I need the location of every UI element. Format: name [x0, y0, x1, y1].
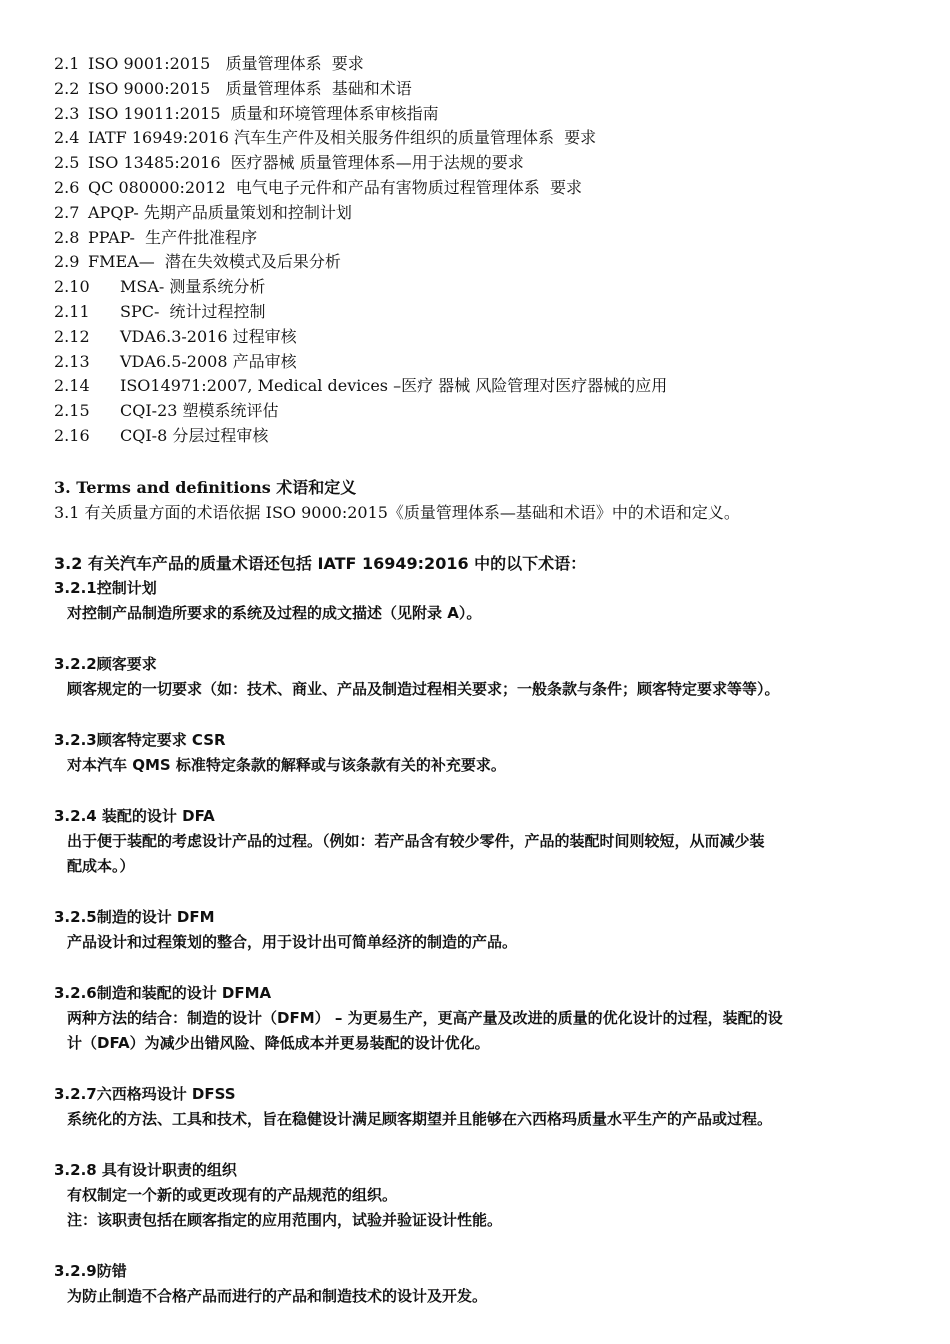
reference-item — [54, 424, 934, 449]
reference-text: VDA6.3-2016 过程审核 — [120, 326, 297, 346]
reference-text: FMEA— 潜在失效模式及后果分析 — [88, 252, 341, 272]
reference-text: CQI-23 塑模系统评估 — [120, 401, 279, 421]
reference-text: APQP- 先期产品质量策划和控制计划 — [88, 202, 352, 222]
reference-text: ISO 9000:2015 质量管理体系 基础和术语 — [88, 78, 412, 98]
term-title: 3.2.4 装配的设计 DFA — [54, 806, 215, 825]
reference-number: 2.8 — [54, 227, 80, 247]
reference-text: CQI-8 分层过程审核 — [120, 425, 269, 445]
reference-text: ISO 9001:2015 质量管理体系 要求 — [88, 54, 364, 73]
reference-item — [54, 77, 934, 102]
term-definition — [54, 601, 934, 626]
reference-number: 2.6 — [54, 177, 80, 197]
term-definition — [54, 1284, 934, 1309]
term-entry — [54, 804, 934, 879]
term-entry — [54, 728, 934, 778]
document-page — [54, 52, 934, 1335]
reference-item — [54, 102, 934, 127]
reference-item — [54, 325, 934, 350]
reference-item — [54, 250, 934, 275]
reference-item — [54, 201, 934, 226]
definition-line: 计（DFA）为减少出错风险、降低成本并更易装配的设计优化。 — [67, 1033, 490, 1052]
reference-item — [54, 151, 934, 176]
term-definition — [54, 1183, 934, 1233]
term-title: 3.2.5制造的设计 DFM — [54, 907, 215, 926]
term-entry — [54, 905, 934, 955]
term-title: 3.2.8 具有设计职责的组织 — [54, 1160, 237, 1179]
term-title: 3.2.3顾客特定要求 CSR — [54, 730, 226, 749]
reference-text: ISO14971:2007, Medical devices –医疗 器械 风险管理对医疗器械的应用 — [120, 376, 668, 396]
definition-line: 对控制产品制造所要求的系统及过程的成文描述（见附录 A）。 — [67, 603, 482, 622]
term-list — [54, 576, 934, 1309]
reference-text: VDA6.5-2008 产品审核 — [120, 351, 297, 371]
reference-number: 2.10 — [54, 277, 90, 297]
reference-text: ISO 19011:2015 质量和环境管理体系审核指南 — [88, 103, 439, 123]
subsection-heading: 3.2 有关汽车产品的质量术语还包括 IATF 16949:2016 中的以下术语： — [54, 553, 587, 573]
section-heading: 3. Terms and definitions 术语和定义 — [54, 477, 357, 497]
reference-item — [54, 226, 934, 251]
definition-line: 出于便于装配的考虑设计产品的过程。（例如：若产品含有较少零件，产品的装配时间则较短，从而减少装 — [67, 831, 765, 850]
term-entry — [54, 576, 934, 626]
reference-number: 2.13 — [54, 351, 90, 371]
term-entry — [54, 1259, 934, 1309]
reference-number: 2.4 — [54, 128, 80, 148]
reference-number: 2.11 — [54, 301, 90, 321]
term-title: 3.2.7六西格玛设计 DFSS — [54, 1084, 236, 1103]
term-entry — [54, 652, 934, 702]
reference-item — [54, 399, 934, 424]
definition-line: 系统化的方法、工具和技术，旨在稳健设计满足顾客期望并且能够在六西格玛质量水平生产的产品或过程。 — [67, 1109, 773, 1128]
term-title: 3.2.1控制计划 — [54, 578, 157, 597]
reference-text: IATF 16949:2016 汽车生产件及相关服务件组织的质量管理体系 要求 — [88, 128, 597, 148]
reference-item — [54, 300, 934, 325]
definition-line: 两种方法的结合：制造的设计（DFM） – 为更易生产，更高产量及改进的质量的优化设计的过程，装配的设 — [67, 1008, 783, 1027]
term-definition — [54, 829, 934, 879]
reference-text: SPC- 统计过程控制 — [120, 301, 266, 321]
spacer — [54, 449, 934, 475]
paragraph-3-1: 3.1 有关质量方面的术语依据 ISO 9000:2015《质量管理体系—基础和术语》中的术语和定义。 — [54, 502, 740, 522]
reference-text: ISO 13485:2016 医疗器械 质量管理体系—用于法规的要求 — [88, 153, 524, 173]
term-entry — [54, 981, 934, 1056]
reference-item — [54, 350, 934, 375]
reference-list — [54, 52, 934, 449]
reference-item — [54, 176, 934, 201]
term-title: 3.2.6制造和装配的设计 DFMA — [54, 983, 272, 1002]
reference-item — [54, 52, 934, 77]
definition-line: 为防止制造不合格产品而进行的产品和制造技术的设计及开发。 — [67, 1286, 488, 1305]
reference-number: 2.2 — [54, 78, 80, 98]
definition-line: 产品设计和过程策划的整合，用于设计出可简单经济的制造的产品。 — [67, 932, 518, 951]
term-entry — [54, 1082, 934, 1132]
reference-item — [54, 126, 934, 151]
term-entry — [54, 1158, 934, 1233]
reference-text: QC 080000:2012 电气电子元件和产品有害物质过程管理体系 要求 — [88, 177, 582, 197]
reference-item — [54, 374, 934, 399]
definition-line: 顾客规定的一切要求（如：技术、商业、产品及制造过程相关要求；一般条款与条件；顾客特定要求等等）。 — [67, 679, 780, 698]
term-title: 3.2.9防错 — [54, 1261, 127, 1280]
term-definition — [54, 1107, 934, 1132]
definition-line: 配成本。） — [67, 856, 135, 875]
reference-number: 2.9 — [54, 252, 80, 272]
reference-number: 2.16 — [54, 425, 90, 445]
term-definition — [54, 753, 934, 778]
definition-note: 注：该职责包括在顾客指定的应用范围内，试验并验证设计性能。 — [67, 1210, 503, 1229]
term-definition — [54, 677, 934, 702]
reference-text: PPAP- 生产件批准程序 — [88, 227, 258, 247]
reference-number: 2.7 — [54, 202, 80, 222]
term-definition — [54, 1006, 934, 1056]
reference-number: 2.14 — [54, 376, 90, 396]
reference-number: 2.3 — [54, 103, 80, 123]
term-definition — [54, 930, 934, 955]
reference-number: 2.1 — [54, 54, 80, 73]
reference-number: 2.15 — [54, 401, 90, 421]
definition-line: 对本汽车 QMS 标准特定条款的解释或与该条款有关的补充要求。 — [67, 755, 506, 774]
reference-number: 2.12 — [54, 326, 90, 346]
definition-line: 有权制定一个新的或更改现有的产品规范的组织。 — [67, 1185, 398, 1204]
reference-item — [54, 275, 934, 300]
term-title: 3.2.2顾客要求 — [54, 654, 157, 673]
reference-number: 2.5 — [54, 153, 80, 173]
reference-text: MSA- 测量系统分析 — [120, 277, 266, 297]
